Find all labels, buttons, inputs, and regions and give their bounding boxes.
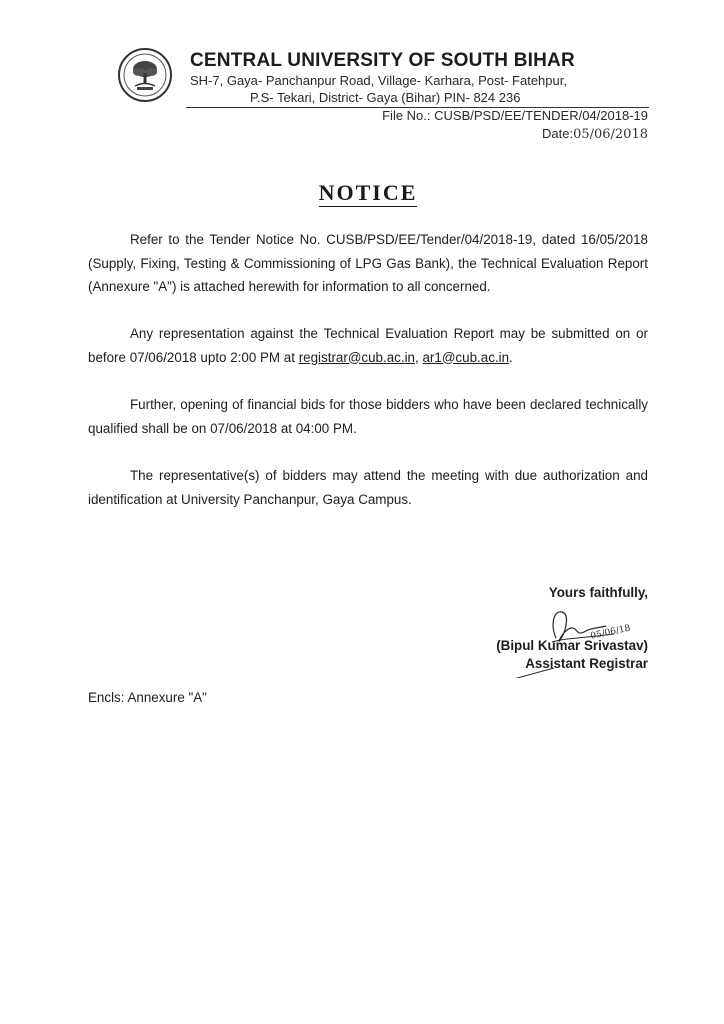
notice-date [542, 126, 648, 142]
registrar-email-link[interactable]: registrar@cub.ac.in [298, 349, 416, 365]
signer-designation: Assistant Registrar [525, 656, 648, 671]
file-number: File No.: CUSB/PSD/EE/TENDER/04/2018-19 [382, 108, 648, 123]
paragraph-3-text: Further, opening of financial bids for those bidders who have been declared technically qualified shall be on 07/06/2018 at 04:00 PM. [88, 397, 648, 436]
signature-date: 05/06/18 [589, 623, 632, 642]
paragraph-4-text: The representative(s) of bidders may attend the meeting with due authorization and identification at University Panchanpur, Gaya Campus. [88, 468, 648, 507]
page-title [0, 180, 724, 206]
address-line-1: SH-7, Gaya- Panchanpur Road, Village- Karhara, Post- Fatehpur, [190, 73, 567, 88]
university-name: CENTRAL UNIVERSITY OF SOUTH BIHAR [190, 50, 575, 71]
date-value: 05/06/2018 [573, 127, 648, 142]
email-separator: , [415, 349, 419, 365]
ar1-email-link[interactable]: ar1@cub.ac.in [422, 349, 510, 365]
paragraph-2-text: Any representation against the Technical Evaluation Report may be submitted on or before 07/06/2018 upto 2:00 PM at [88, 326, 648, 365]
university-emblem-icon [117, 47, 173, 103]
paragraph-meeting [88, 464, 648, 511]
paragraph-2-end: . [509, 349, 513, 365]
enclosure-note: Encls: Annexure "A" [88, 690, 207, 705]
date-label: Date: [541, 126, 574, 141]
closing-salutation: Yours faithfully, [548, 585, 648, 600]
notice-title: NOTICE [318, 180, 418, 205]
paragraph-representation [88, 322, 648, 369]
paragraph-tender-reference [88, 228, 648, 299]
paragraph-financial-bids [88, 393, 648, 440]
address-line-2: P.S- Tekari, District- Gaya (Bihar) PIN- 824 236 [250, 90, 521, 105]
signer-name: (Bipul Kumar Srivastav) [496, 638, 648, 653]
paragraph-1-text: Refer to the Tender Notice No. CUSB/PSD/EE/Tender/04/2018-19, dated 16/05/2018 (Supply, Fixing, Testing & Commissioning of LPG Gas Bank), the Technical Evaluation Report (Annexure "A") is attached herewith for information to all concerned. [88, 232, 648, 294]
